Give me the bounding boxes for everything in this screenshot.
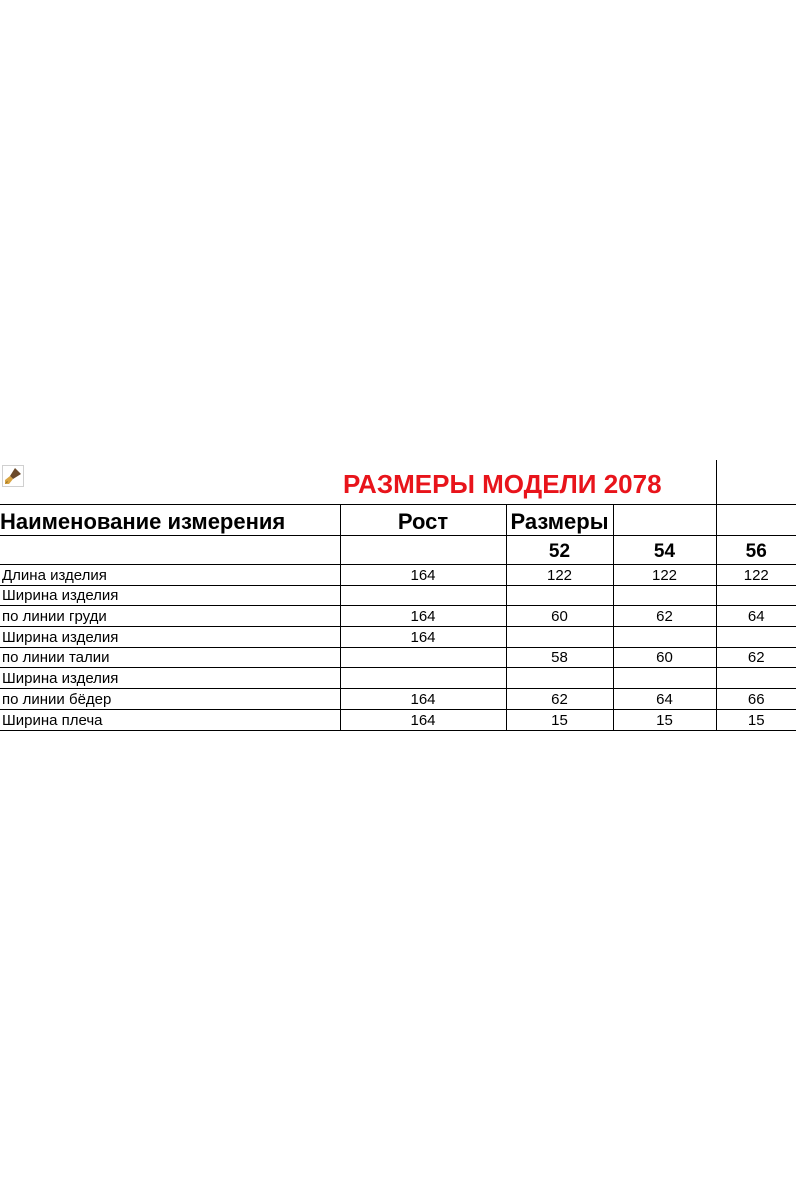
size-56-value: [716, 585, 796, 606]
size-56-value: 62: [716, 647, 796, 668]
size-54-value: 64: [613, 689, 716, 710]
empty-cell: [0, 536, 340, 565]
size-52-value: 62: [506, 689, 613, 710]
size-54-value: [613, 627, 716, 648]
header-sizes: Размеры: [506, 505, 613, 536]
header-empty-cell: [613, 505, 716, 536]
size-52-value: [506, 627, 613, 648]
height-value: 164: [340, 627, 506, 648]
measurement-name: Ширина плеча: [0, 709, 340, 730]
size-54-value: 62: [613, 606, 716, 627]
height-value: 164: [340, 565, 506, 586]
page-title: РАЗМЕРЫ МОДЕЛИ 2078: [343, 469, 662, 499]
height-value: [340, 585, 506, 606]
measurement-name: по линии груди: [0, 606, 340, 627]
height-value: 164: [340, 689, 506, 710]
size-52: 52: [506, 536, 613, 565]
size-numbers-row: [0, 536, 796, 565]
measurement-name: Ширина изделия: [0, 627, 340, 648]
header-empty-cell: [716, 505, 796, 536]
measurement-name: Длина изделия: [0, 565, 340, 586]
table-row: [0, 606, 796, 627]
size-54-value: 60: [613, 647, 716, 668]
size-56-value: 122: [716, 565, 796, 586]
empty-cell: [340, 536, 506, 565]
table-row: [0, 565, 796, 586]
size-54-value: 122: [613, 565, 716, 586]
paintbrush-icon: [2, 465, 24, 487]
table-row: [0, 627, 796, 648]
measurement-name: Ширина изделия: [0, 668, 340, 689]
header-name: Наименование измерения: [0, 505, 340, 536]
size-table: [0, 504, 796, 731]
size-54-value: [613, 668, 716, 689]
height-value: [340, 647, 506, 668]
size-54: 54: [613, 536, 716, 565]
header-rost: Рост: [340, 505, 506, 536]
table-row: [0, 647, 796, 668]
size-52-value: 60: [506, 606, 613, 627]
height-value: [340, 668, 506, 689]
table-row: [0, 689, 796, 710]
size-52-value: 58: [506, 647, 613, 668]
size-54-value: [613, 585, 716, 606]
size-56-value: 15: [716, 709, 796, 730]
size-56-value: 64: [716, 606, 796, 627]
size-56: 56: [716, 536, 796, 565]
table-row: [0, 709, 796, 730]
size-52-value: 122: [506, 565, 613, 586]
table-header-row: [0, 505, 796, 536]
height-value: 164: [340, 709, 506, 730]
size-56-value: [716, 668, 796, 689]
table-row: [0, 585, 796, 606]
size-56-value: [716, 627, 796, 648]
size-54-value: 15: [613, 709, 716, 730]
measurement-name: по линии талии: [0, 647, 340, 668]
measurement-name: Ширина изделия: [0, 585, 340, 606]
size-52-value: [506, 585, 613, 606]
size-56-value: 66: [716, 689, 796, 710]
size-52-value: 15: [506, 709, 613, 730]
table-row: [0, 668, 796, 689]
height-value: 164: [340, 606, 506, 627]
cell-divider: [716, 460, 717, 504]
size-52-value: [506, 668, 613, 689]
measurement-name: по линии бёдер: [0, 689, 340, 710]
